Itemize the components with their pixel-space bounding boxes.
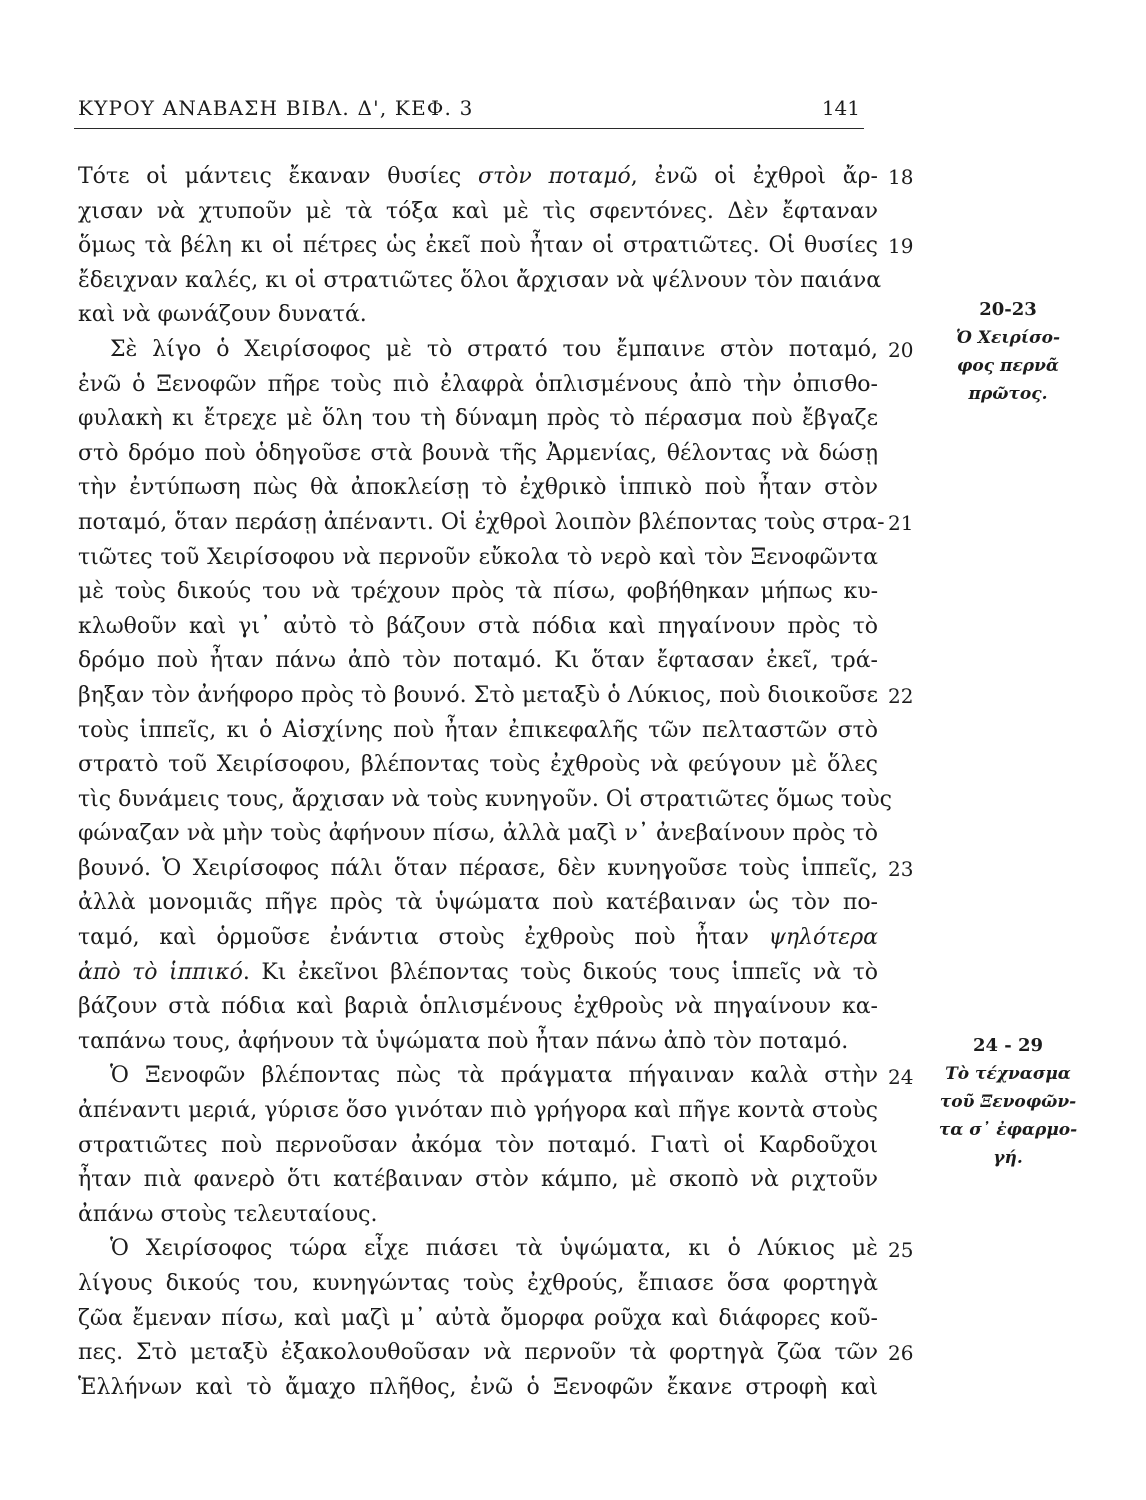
section-number: 18 [888, 165, 914, 189]
paragraph-start: Ὁ Χειρίσοφος τώρα εἶχε πιάσει τὰ ὑψώματα, κι ὁ Λύκιος μὲ [110, 1236, 878, 1262]
text-line: φώναζαν νὰ μὴν τοὺς ἀφήνουν πίσω, ἀλλὰ μαζὶ ν᾽ ἀνεβαίνουν πρὸς τὸ [78, 821, 878, 847]
paragraph-start: Σὲ λίγο ὁ Χειρίσοφος μὲ τὸ στρατό του ἔμπαινε στὸν ποταμό, [110, 336, 878, 362]
text-line: τιῶτες τοῦ Χειρίσοφου νὰ περνοῦν εὔκολα τὸ νερὸ καὶ τὸν Ξενοφῶντα [78, 544, 878, 570]
text-line: βηξαν τὸν ἀνήφορο πρὸς τὸ βουνό. Στὸ μεταξὺ ὁ Λύκιος, ποὺ διοικοῦσε [78, 682, 878, 708]
running-header [74, 88, 864, 129]
margin-note: 24 - 29 Τὸ τέχνασμα τοῦ Ξενοφῶν- τα σ᾽ ἐφαρμο- γή. [928, 1032, 1088, 1172]
text-line: ζῶα ἔμεναν πίσω, καὶ μαζὶ μ᾽ αὐτὰ ὄμορφα ροῦχα καὶ διάφορες κοῦ- [78, 1305, 878, 1331]
text-line: χισαν νὰ χτυποῦν μὲ τὰ τόξα καὶ μὲ τὶς σφεντόνες. Δὲν ἔφταναν [78, 198, 878, 224]
text-line: Ἑλλήνων καὶ τὸ ἄμαχο πλῆθος, ἐνῶ ὁ Ξενοφῶν ἔκανε στροφὴ καὶ [78, 1374, 878, 1400]
text-line: ἐνῶ ὁ Ξενοφῶν πῆρε τοὺς πιὸ ἐλαφρὰ ὁπλισμένους ἀπὸ τὴν ὀπισθο- [78, 371, 878, 397]
text-line: ἔδειχναν καλές, κι οἱ στρατιῶτες ὅλοι ἄρχισαν νὰ ψέλνουν τὸν παιάνα [78, 267, 882, 293]
margin-note: 20-23 Ὁ Χειρίσο- φος περνᾶ πρῶτος. [928, 296, 1088, 408]
text-line: στρατιῶτες ποὺ περνοῦσαν ἀκόμα τὸν ποταμό. Γιατὶ οἱ Καρδοῦχοι [78, 1132, 878, 1158]
text-line: ταμό, καὶ ὁρμοῦσε ἐνάντια στοὺς ἐχθροὺς ποὺ ἦταν ψηλότερα [78, 925, 878, 951]
body-text [78, 160, 892, 1405]
text-line: δρόμο ποὺ ἦταν πάνω ἀπὸ τὸν ποταμό. Κι ὅταν ἔφτασαν ἐκεῖ, τρά- [78, 648, 878, 674]
text-line: στὸ δρόμο ποὺ ὁδηγοῦσε στὰ βουνὰ τῆς Ἀρμενίας, θέλοντας νὰ δώσῃ [78, 440, 878, 466]
section-number: 19 [888, 234, 914, 258]
text-line: ἀλλὰ μονομιᾶς πῆγε πρὸς τὰ ὑψώματα ποὺ κατέβαιναν ὡς τὸν πο- [78, 890, 878, 916]
running-title: ΚΥΡΟΥ ΑΝΑΒΑΣΗ ΒΙΒΛ. Δ', ΚΕΦ. 3 [78, 96, 474, 120]
paragraph-start: Ὁ Ξενοφῶν βλέποντας πὼς τὰ πράγματα πήγαιναν καλὰ στὴν [110, 1063, 878, 1089]
text-line: ταπάνω τους, ἀφήνουν τὰ ὑψώματα ποὺ ἦταν πάνω ἀπὸ τὸν ποταμό. [78, 1028, 849, 1054]
text-line: κλωθοῦν καὶ γι᾽ αὐτὸ τὸ βάζουν στὰ πόδια καὶ πηγαίνουν πρὸς τὸ [78, 613, 878, 639]
section-number: 21 [888, 511, 914, 535]
text-line: ἀπάνω στοὺς τελευταίους. [78, 1201, 378, 1227]
text-line: τοὺς ἱππεῖς, κι ὁ Αἰσχίνης ποὺ ἦταν ἐπικεφαλῆς τῶν πελταστῶν στὸ [78, 717, 878, 743]
section-number: 23 [888, 857, 914, 881]
text-line: ἦταν πιὰ φανερὸ ὅτι κατέβαιναν στὸν κάμπο, μὲ σκοπὸ νὰ ριχτοῦν [78, 1167, 878, 1193]
page-number: 141 [821, 96, 860, 120]
section-number: 24 [888, 1065, 914, 1089]
section-number: 25 [888, 1238, 914, 1262]
section-number: 26 [888, 1341, 914, 1365]
text-line: ποταμό, ὅταν περάσῃ ἀπέναντι. Οἱ ἐχθροὶ λοιπὸν βλέποντας τοὺς στρα- [78, 509, 885, 535]
text-line: ἀπέναντι μεριά, γύρισε ὅσο γινόταν πιὸ γρήγορα καὶ πῆγε κοντὰ στοὺς [78, 1098, 878, 1124]
text-line: πες. Στὸ μεταξὺ ἐξακολουθοῦσαν νὰ περνοῦν τὰ φορτηγὰ ζῶα τῶν [78, 1340, 878, 1366]
margin-note-range: 24 - 29 [972, 1035, 1044, 1056]
text-line: ὅμως τὰ βέλη κι οἱ πέτρες ὡς ἐκεῖ ποὺ ἦταν οἱ στρατιῶτες. Οἱ θυσίες [78, 233, 878, 259]
text-line: βάζουν στὰ πόδια καὶ βαριὰ ὁπλισμένους ἐχθροὺς νὰ πηγαίνουν κα- [78, 994, 878, 1020]
text-line: τὴν ἐντύπωση πὼς θὰ ἀποκλείσῃ τὸ ἐχθρικὸ ἱππικὸ ποὺ ἦταν στὸν [78, 475, 878, 501]
text-line: Τότε οἱ μάντεις ἔκαναν θυσίες στὸν ποταμό, ἐνῶ οἱ ἐχθροὶ ἄρ- [78, 164, 878, 189]
text-line: λίγους δικούς του, κυνηγώντας τοὺς ἐχθρούς, ἔπιασε ὅσα φορτηγὰ [78, 1271, 878, 1296]
margin-note-range: 20-23 [979, 299, 1037, 320]
text-line: τὶς δυνάμεις τους, ἄρχισαν νὰ τοὺς κυνηγοῦν. Οἱ στρατιῶτες ὅμως τοὺς [78, 786, 892, 812]
text-line: βουνό. Ὁ Χειρίσοφος πάλι ὅταν πέρασε, δὲν κυνηγοῦσε τοὺς ἱππεῖς, [78, 855, 878, 881]
text-line: καὶ νὰ φωνάζουν δυνατά. [78, 302, 367, 328]
section-number: 22 [888, 684, 914, 708]
text-line: φυλακὴ κι ἔτρεχε μὲ ὅλη του τὴ δύναμη πρὸς τὸ πέρασμα ποὺ ἔβγαζε [78, 406, 878, 432]
text-line: στρατὸ τοῦ Χειρίσοφου, βλέποντας τοὺς ἐχθροὺς νὰ φεύγουν μὲ ὅλες [78, 752, 878, 778]
section-number: 20 [888, 338, 914, 362]
text-line: μὲ τοὺς δικούς του νὰ τρέχουν πρὸς τὰ πίσω, φοβήθηκαν μήπως κυ- [78, 579, 878, 605]
text-line: ἀπὸ τὸ ἱππικό. Κι ἐκεῖνοι βλέποντας τοὺς δικούς τους ἱππεῖς νὰ τὸ [78, 959, 879, 985]
